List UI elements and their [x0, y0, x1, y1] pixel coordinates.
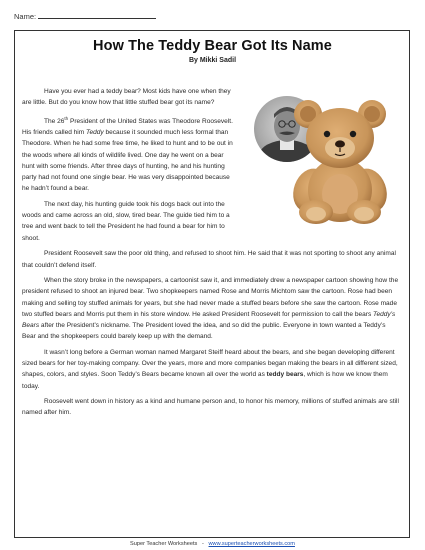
- paragraph-6: It wasn’t long before a German woman named Margaret Steiff heard about the bears, and she began developing different sized bears for her toy-making company. Over the years, more and more companies began making the bears in all different sized, shapes, colors, and styles. Soon Teddy’s Bears became known all over the world as teddy bears, which is how we know them today.: [22, 348, 398, 390]
- name-blank[interactable]: [38, 11, 156, 19]
- paragraph-5: When the story broke in the newspapers, a cartoonist saw it, and immediately drew a newspaper cartoon showing how the president refused to shoot an injured bear. Two shopkeepers named Rose and Morris Michtom saw the cartoon. Rose had been making and selling toy stuffed animals for years, but she had never made a stuffed bears before she saw the cartoon. Rose made two stuffed bears and Morris put them in his store window. He asked President Roosevelt for permission to call the bears Teddy’s Bears after the President’s nickname. The President loved the idea, and so did the public. Everyone in town wanted a Teddy’s Bear and the shopkeepers could barely keep up with the demand.: [22, 277, 399, 341]
- name-line: [14, 11, 156, 21]
- footer: [0, 541, 425, 547]
- illustration: [240, 86, 400, 228]
- teddy-bear-photo: [286, 94, 394, 230]
- paragraph-2: The 26th President of the United States was Theodore Roosevelt. His friends called him Teddy because it sounded much less formal than Theodore. When he had some free time, he liked to hunt and to be out in the woods where all kinds of wildlife lived. One day he went on a bear hunt with some friends. After three days of hunting, he and his hunting party had not found one single bear. He was very disappointed because he hadn’t found a bear.: [22, 115, 233, 193]
- footer-separator: -: [201, 541, 204, 547]
- paragraph-7: Roosevelt went down in history as a kind and humane person and, to honor his memory, millions of stuffed animals are still named after him.: [22, 398, 399, 417]
- name-label: Name:: [14, 12, 37, 21]
- paragraph-4: President Roosevelt saw the poor old thing, and refused to shoot him. He said that it was not sporting to shoot any animal that couldn’t defend itself.: [22, 250, 396, 269]
- article-body: [22, 86, 400, 423]
- paragraph-3: The next day, his hunting guide took his dogs back out into the woods and came across an old, slow, tired bear. The guide tied him to a tree and went back to tell the President he had found a bear for him to shoot.: [22, 201, 230, 242]
- article-title: How The Teddy Bear Got Its Name: [93, 38, 332, 54]
- paragraph-1: Have you ever had a teddy bear? Most kids have one when they are little. But do you know how that little stuffed bear got its name?: [22, 88, 231, 107]
- footer-url-link[interactable]: www.superteacherworksheets.com: [208, 541, 295, 547]
- article-byline: By Mikki Sadil: [188, 57, 237, 64]
- footer-site-name: Super Teacher Worksheets: [130, 541, 198, 547]
